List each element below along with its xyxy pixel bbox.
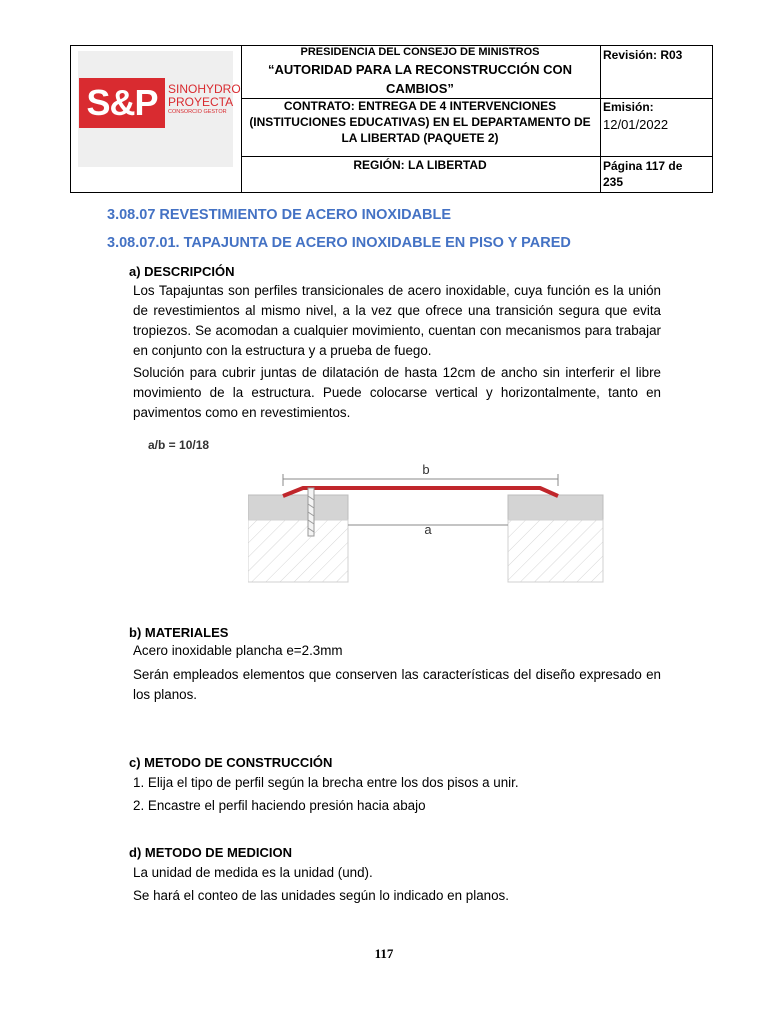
header-emission-label: Emisión: [603, 100, 654, 114]
subsection-heading: 3.08.07.01. TAPAJUNTA DE ACERO INOXIDABLE EN PISO Y PARED [107, 235, 571, 251]
header-revision: Revisión: R03 [603, 48, 683, 62]
right-slab-top [508, 495, 603, 520]
header-region: REGIÓN: LA LIBERTAD [353, 158, 487, 172]
section-b-paragraph: Serán empleados elementos que conserven las características del diseño expresado en los planos. [133, 667, 661, 702]
logo-line-2: PROYECTA [168, 95, 234, 109]
section-d-title: d) METODO DE MEDICION [129, 845, 292, 860]
section-a-paragraph-2: Solución para cubrir juntas de dilatación de hasta 12cm de ancho sin interferir el libre movimiento de la estructura. Puede colocarse vertical y horizontalmente, tanto en pavimentos como en revestimientos. [133, 365, 661, 420]
figure-ratio: a/b = 10/18 [148, 438, 210, 452]
section-c-step-1: 1. Elija el tipo de perfil según la brecha entre los dos pisos a unir. [133, 775, 519, 790]
logo-line-1: SINOHYDRO [168, 82, 241, 96]
left-slab-body [248, 520, 348, 582]
section-c-step-2: 2. Encastre el perfil haciendo presión hacia abajo [133, 798, 426, 813]
header-contract: CONTRATO: ENTREGA DE 4 INTERVENCIONES (INSTITUCIONES EDUCATIVAS) EN EL DEPARTAMENTO DE LA LIBERTAD (PAQUETE 2) [249, 99, 591, 145]
left-slab-top [248, 495, 348, 520]
logo-line-3: CONSORCIO GESTOR [168, 109, 227, 115]
sp-logo-text: S&P [86, 82, 158, 123]
section-a-title: a) DESCRIPCIÓN [129, 264, 235, 279]
dimension-b-label: b [422, 462, 430, 477]
section-b-line-1: Acero inoxidable plancha e=2.3mm [133, 643, 343, 658]
section-c-title: c) METODO DE CONSTRUCCIÓN [129, 755, 333, 770]
header-authority: “AUTORIDAD PARA LA RECONSTRUCCIÓN CON CAMBIOS” [267, 62, 573, 96]
header-emission-date: 12/01/2022 [603, 117, 669, 132]
section-d-line-1: La unidad de medida es la unidad (und). [133, 865, 373, 880]
section-d-line-2: Se hará el conteo de las unidades según lo indicado en planos. [133, 888, 509, 903]
right-slab-body [508, 520, 603, 582]
header-page-info: Página 117 de 235 [603, 159, 683, 189]
page-number: 117 [374, 946, 394, 961]
section-b-title: b) MATERIALES [129, 625, 229, 640]
dimension-a-label: a [424, 522, 432, 537]
logo-subtext [168, 83, 241, 116]
section-heading: 3.08.07 REVESTIMIENTO DE ACERO INOXIDABLE [107, 207, 452, 223]
section-a-paragraph-1: Los Tapajuntas son perfiles transicionales de acero inoxidable, cuya función es la unión de revestimientos al mismo nivel, a la vez que ofrece una transición segura que evita tropiezos. Se acomodan a cualquier movimiento, cuentan con mecanismos para trabajar en conjunto con la estructura y a prueba de fuego. [133, 283, 661, 358]
sp-logo-mark [79, 78, 165, 128]
header-org: PRESIDENCIA DEL CONSEJO DE MINISTROS [300, 46, 540, 58]
expansion-joint-diagram [248, 458, 608, 598]
